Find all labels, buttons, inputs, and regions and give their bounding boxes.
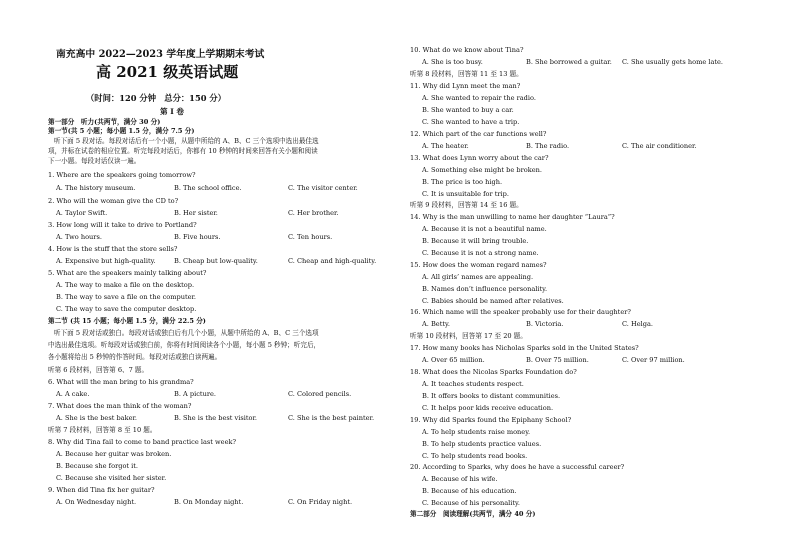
question-5: 5. What are the speakers mainly talking about? [48, 269, 207, 277]
question-14: 14. Why is the man unwilling to name her daughter “Laura”? [410, 213, 615, 221]
q2-option-a: A. Taylor Swift. [56, 209, 108, 217]
question-6: 6. What will the man bring to his grandma? [48, 378, 194, 386]
q1-option-c: C. The visitor center. [288, 184, 358, 192]
q17-option-c: C. Over 97 million. [622, 356, 685, 364]
question-2: 2. Who will the woman give the CD to? [48, 197, 179, 205]
q11-option-a: A. She wanted to repair the radio. [422, 94, 536, 102]
q5-option-a: A. The way to make a file on the desktop. [56, 281, 195, 289]
q20-option-a: A. Because of his wife. [422, 475, 498, 483]
question-16: 16. Which name will the speaker probably use for their daughter? [410, 308, 631, 316]
q19-option-c: C. To help students read books. [422, 452, 528, 460]
material-10-note: 听第 10 段材料，回答第 17 至 20 题。 [410, 332, 527, 340]
q8-option-a: A. Because her guitar was broken. [56, 450, 172, 458]
q6-option-c: C. Colored pencils. [288, 390, 352, 398]
question-9: 9. When did Tina fix her guitar? [48, 486, 155, 494]
q17-option-a: A. Over 65 million. [422, 356, 485, 364]
q5-option-b: B. The way to save a file on the computer. [56, 293, 197, 301]
q8-option-b: B. Because she forgot it. [56, 462, 139, 470]
q16-option-a: A. Betty. [422, 320, 450, 328]
q20-option-b: B. Because of his education. [422, 487, 517, 495]
material-6-note: 听第 6 段材料，回答第 6、7 题。 [48, 366, 149, 374]
q6-option-a: A. A cake. [56, 390, 90, 398]
question-4: 4. How is the stuff that the store sells? [48, 245, 178, 253]
q5-option-c: C. The way to save the computer desktop. [56, 305, 197, 313]
q1-option-b: B. The school office. [174, 184, 242, 192]
section1-heading: 第一节(共 5 小题；每小题 1.5 分，满分 7.5 分) [48, 127, 195, 135]
section2-instructions-line2: 中选出最佳选项。听每段对话或独白前，你将有时间阅读各个小题，每小题 5 秒钟；听完后， [48, 341, 321, 349]
q9-option-b: B. On Monday night. [174, 498, 244, 506]
volume-label: 第 I 卷 [160, 107, 185, 116]
question-7: 7. What does the man think of the woman? [48, 402, 192, 410]
part2-heading: 第二部分 阅读理解(共两节，满分 40 分) [410, 510, 536, 518]
question-17: 17. How many books has Nicholas Sparks sold in the United States? [410, 344, 639, 352]
question-15: 15. How does the woman regard names? [410, 261, 547, 269]
q9-option-a: A. On Wednesday night. [56, 498, 137, 506]
q16-option-b: B. Victoria. [526, 320, 564, 328]
q2-option-b: B. Her sister. [174, 209, 218, 217]
q3-option-b: B. Five hours. [174, 233, 221, 241]
section2-heading: 第二节 (共 15 小题；每小题 1.5 分，满分 22.5 分) [48, 317, 206, 325]
question-1: 1. Where are the speakers going tomorrow? [48, 171, 196, 179]
q15-option-a: A. All girls’ names are appealing. [422, 273, 534, 281]
q19-option-a: A. To help students raise money. [422, 428, 531, 436]
question-10: 10. What do we know about Tina? [410, 46, 524, 54]
q4-option-c: C. Cheap and high-quality. [288, 257, 377, 265]
question-11: 11. Why did Lynn meet the man? [410, 82, 521, 90]
q10-option-b: B. She borrowed a guitar. [526, 58, 612, 66]
q10-option-c: C. She usually gets home late. [622, 58, 724, 66]
q9-option-c: C. On Friday night. [288, 498, 353, 506]
q14-option-a: A. Because it is not a beautiful name. [422, 225, 547, 233]
question-19: 19. Why did Sparks found the Epiphany School? [410, 416, 572, 424]
q12-option-a: A. The heater. [422, 142, 469, 150]
q1-option-a: A. The history museum. [56, 184, 136, 192]
q3-option-c: C. Ten hours. [288, 233, 333, 241]
q13-option-a: A. Something else might be broken. [422, 166, 542, 174]
q11-option-c: C. She wanted to have a trip. [422, 118, 520, 126]
question-20: 20. According to Sparks, why does he have a successful career? [410, 463, 625, 471]
q17-option-b: B. Over 75 million. [526, 356, 589, 364]
q20-option-c: C. Because of his personality. [422, 499, 520, 507]
section2-instructions-line3: 各小题将给出 5 秒钟的作答时间。每段对话或独白读两遍。 [48, 353, 222, 361]
material-9-note: 听第 9 段材料，回答第 14 至 16 题。 [410, 201, 523, 209]
question-18: 18. What does the Nicolas Sparks Foundation do? [410, 368, 577, 376]
question-13: 13. What does Lynn worry about the car? [410, 154, 549, 162]
q7-option-b: B. She is the best visitor. [174, 414, 258, 422]
q19-option-b: B. To help students practice values. [422, 440, 542, 448]
q15-option-b: B. Names don’t influence personality. [422, 285, 548, 293]
q11-option-b: B. She wanted to buy a car. [422, 106, 514, 114]
q18-option-a: A. It teaches students respect. [422, 380, 524, 388]
section1-instructions-line3: 下一小题。每段对话仅读一遍。 [48, 157, 141, 165]
q7-option-c: C. She is the best painter. [288, 414, 375, 422]
material-8-note: 听第 8 段材料，回答第 11 至 13 题。 [410, 70, 523, 78]
q10-option-a: A. She is too busy. [422, 58, 483, 66]
exam-time-score: （时间：120 分钟 总分：150 分） [86, 93, 226, 103]
question-3: 3. How long will it take to drive to Portland? [48, 221, 197, 229]
q13-option-b: B. The price is too high. [422, 178, 503, 186]
question-8: 8. Why did Tina fail to come to band practice last week? [48, 438, 236, 446]
q12-option-b: B. The radio. [526, 142, 570, 150]
exam-grade-title: 高 2021 级英语试题 [96, 63, 239, 81]
q4-option-b: B. Cheap but low-quality. [174, 257, 258, 265]
exam-school-title: 南充高中 2022—2023 学年度上学期期末考试 [56, 49, 265, 60]
q15-option-c: C. Babies should be named after relatives. [422, 297, 564, 305]
part1-heading: 第一部分 听力(共两节，满分 30 分) [48, 118, 161, 126]
q6-option-b: B. A picture. [174, 390, 216, 398]
q18-option-b: B. It offers books to distant communities. [422, 392, 561, 400]
q14-option-b: B. Because it will bring trouble. [422, 237, 529, 245]
q13-option-c: C. It is unsuitable for trip. [422, 190, 509, 198]
section2-instructions-line1: 听下面 5 段对话或独白。每段对话或独白后有几个小题，从题中所给的 A、B、C 三个选项 [54, 329, 319, 337]
q3-option-a: A. Two hours. [56, 233, 102, 241]
q2-option-c: C. Her brother. [288, 209, 339, 217]
q8-option-c: C. Because she visited her sister. [56, 474, 167, 482]
q12-option-c: C. The air conditioner. [622, 142, 697, 150]
q18-option-c: C. It helps poor kids receive education. [422, 404, 554, 412]
q14-option-c: C. Because it is not a strong name. [422, 249, 539, 257]
q7-option-a: A. She is the best baker. [56, 414, 138, 422]
q16-option-c: C. Helga. [622, 320, 654, 328]
section1-instructions-line1: 听下面 5 段对话。每段对话后有一个小题，从题中所给的 A、B、C 三个选项中选出最佳选 [54, 137, 319, 145]
material-7-note: 听第 7 段材料，回答第 8 至 10 题。 [48, 426, 157, 434]
q4-option-a: A. Expensive but high-quality. [56, 257, 156, 265]
question-12: 12. Which part of the car functions well? [410, 130, 547, 138]
section1-instructions-line2: 项，并标在试卷的相应位置。听完每段对话后，你都有 10 秒钟的时间来回答有关小题和阅读 [48, 147, 318, 155]
